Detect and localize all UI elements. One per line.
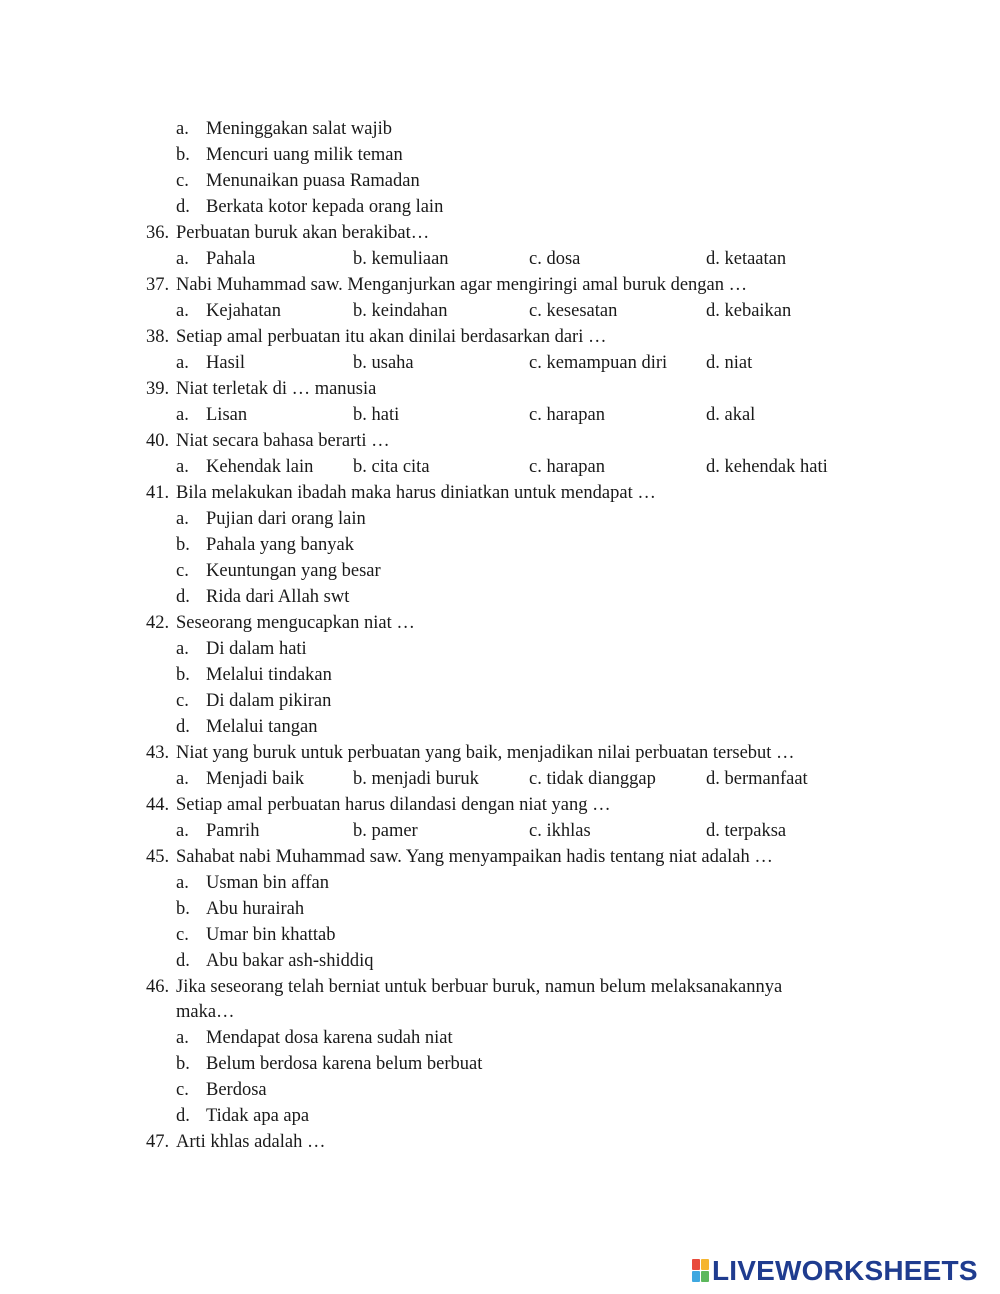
option-label: c. (176, 171, 189, 191)
option-text: Meninggakan salat wajib (206, 119, 392, 139)
option-label: a. (176, 873, 189, 893)
option-d: d. kehendak hati (706, 457, 828, 477)
option-b: b. usaha (353, 353, 414, 373)
option-c: c. ikhlas (529, 821, 591, 841)
question-number: 45. (146, 847, 170, 867)
option-text: Pahala yang banyak (206, 535, 354, 555)
option-c: c. harapan (529, 405, 606, 425)
option-label: c. (176, 561, 189, 581)
option-a: Pahala (206, 249, 256, 269)
option-label: b. (176, 535, 190, 555)
option-label: a. (176, 353, 189, 373)
option-text: Di dalam hati (206, 639, 307, 659)
option-c: c. tidak dianggap (529, 769, 656, 789)
option-c: c. kemampuan diri (529, 353, 668, 373)
liveworksheets-logo[interactable] (692, 1256, 978, 1286)
option-label: a. (176, 249, 189, 269)
question-text: Niat secara bahasa berarti … (176, 431, 390, 451)
liveworksheets-mark-icon (692, 1259, 710, 1283)
option-text: Di dalam pikiran (206, 691, 332, 711)
option-label: b. (176, 1054, 190, 1074)
question-number: 39. (146, 379, 170, 399)
option-c: c. dosa (529, 249, 581, 269)
option-b: b. keindahan (353, 301, 448, 321)
option-label: a. (176, 405, 189, 425)
question-number: 36. (146, 223, 170, 243)
question-text: Niat yang buruk untuk perbuatan yang baik, menjadikan nilai perbuatan tersebut … (176, 743, 795, 763)
option-text: Abu hurairah (206, 899, 305, 919)
option-a: Lisan (206, 405, 248, 425)
question-text: Setiap amal perbuatan harus dilandasi dengan niat yang … (176, 795, 611, 815)
option-label: b. (176, 899, 190, 919)
question-number: 38. (146, 327, 170, 347)
option-a: Hasil (206, 353, 246, 373)
option-b: b. hati (353, 405, 400, 425)
option-text: Pujian dari orang lain (206, 509, 366, 529)
option-text: Menunaikan puasa Ramadan (206, 171, 420, 191)
option-label: a. (176, 301, 189, 321)
question-text: Bila melakukan ibadah maka harus diniatkan untuk mendapat … (176, 483, 656, 503)
option-text: Rida dari Allah swt (206, 587, 350, 607)
option-label: a. (176, 769, 189, 789)
option-label: b. (176, 145, 190, 165)
question-text: Seseorang mengucapkan niat … (176, 613, 415, 633)
option-label: b. (176, 665, 190, 685)
option-text: Mencuri uang milik teman (206, 145, 403, 165)
option-label: d. (176, 951, 190, 971)
option-d: d. niat (706, 353, 753, 373)
option-text: Mendapat dosa karena sudah niat (206, 1028, 453, 1048)
question-text: Jika seseorang telah berniat untuk berbuar buruk, namun belum melaksanakannya (176, 977, 783, 997)
option-text: Berkata kotor kepada orang lain (206, 197, 444, 217)
question-text: Nabi Muhammad saw. Menganjurkan agar mengiringi amal buruk dengan … (176, 275, 748, 295)
option-b: b. menjadi buruk (353, 769, 479, 789)
option-label: c. (176, 1080, 189, 1100)
option-label: c. (176, 925, 189, 945)
option-d: d. terpaksa (706, 821, 787, 841)
option-b: b. cita cita (353, 457, 430, 477)
option-label: a. (176, 639, 189, 659)
option-a: Menjadi baik (206, 769, 305, 789)
option-text: Usman bin affan (206, 873, 329, 893)
question-number: 41. (146, 483, 170, 503)
option-d: d. akal (706, 405, 756, 425)
question-text: Niat terletak di … manusia (176, 379, 377, 399)
option-text: Berdosa (206, 1080, 267, 1100)
option-c: c. kesesatan (529, 301, 618, 321)
option-b: b. kemuliaan (353, 249, 449, 269)
option-label: d. (176, 587, 190, 607)
option-d: d. kebaikan (706, 301, 792, 321)
question-text: Arti khlas adalah … (176, 1132, 326, 1152)
option-text: Umar bin khattab (206, 925, 336, 945)
option-text: Abu bakar ash-shiddiq (206, 951, 374, 971)
question-number: 43. (146, 743, 170, 763)
option-a: Pamrih (206, 821, 260, 841)
option-text: Melalui tangan (206, 717, 318, 737)
question-number: 37. (146, 275, 170, 295)
question-text: Sahabat nabi Muhammad saw. Yang menyampaikan hadis tentang niat adalah … (176, 847, 773, 867)
option-a: Kehendak lain (206, 457, 314, 477)
option-text: Belum berdosa karena belum berbuat (206, 1054, 483, 1074)
question-number: 42. (146, 613, 170, 633)
question-text: Perbuatan buruk akan berakibat… (176, 223, 430, 243)
question-number: 46. (146, 977, 170, 997)
option-label: c. (176, 691, 189, 711)
question-number: 40. (146, 431, 170, 451)
option-text: Melalui tindakan (206, 665, 332, 685)
option-label: d. (176, 717, 190, 737)
option-label: a. (176, 509, 189, 529)
option-label: a. (176, 119, 189, 139)
option-label: a. (176, 457, 189, 477)
question-text: Setiap amal perbuatan itu akan dinilai berdasarkan dari … (176, 327, 607, 347)
option-label: a. (176, 1028, 189, 1048)
question-number: 44. (146, 795, 170, 815)
option-b: b. pamer (353, 821, 418, 841)
option-text: Tidak apa apa (206, 1106, 310, 1126)
question-text: maka… (176, 1002, 235, 1022)
option-a: Kejahatan (206, 301, 281, 321)
option-label: a. (176, 821, 189, 841)
brand-name: LIVEWORKSHEETS (712, 1255, 978, 1286)
question-number: 47. (146, 1132, 170, 1152)
option-text: Keuntungan yang besar (206, 561, 381, 581)
option-c: c. harapan (529, 457, 606, 477)
option-label: d. (176, 197, 190, 217)
option-d: d. ketaatan (706, 249, 787, 269)
option-d: d. bermanfaat (706, 769, 808, 789)
option-label: d. (176, 1106, 190, 1126)
